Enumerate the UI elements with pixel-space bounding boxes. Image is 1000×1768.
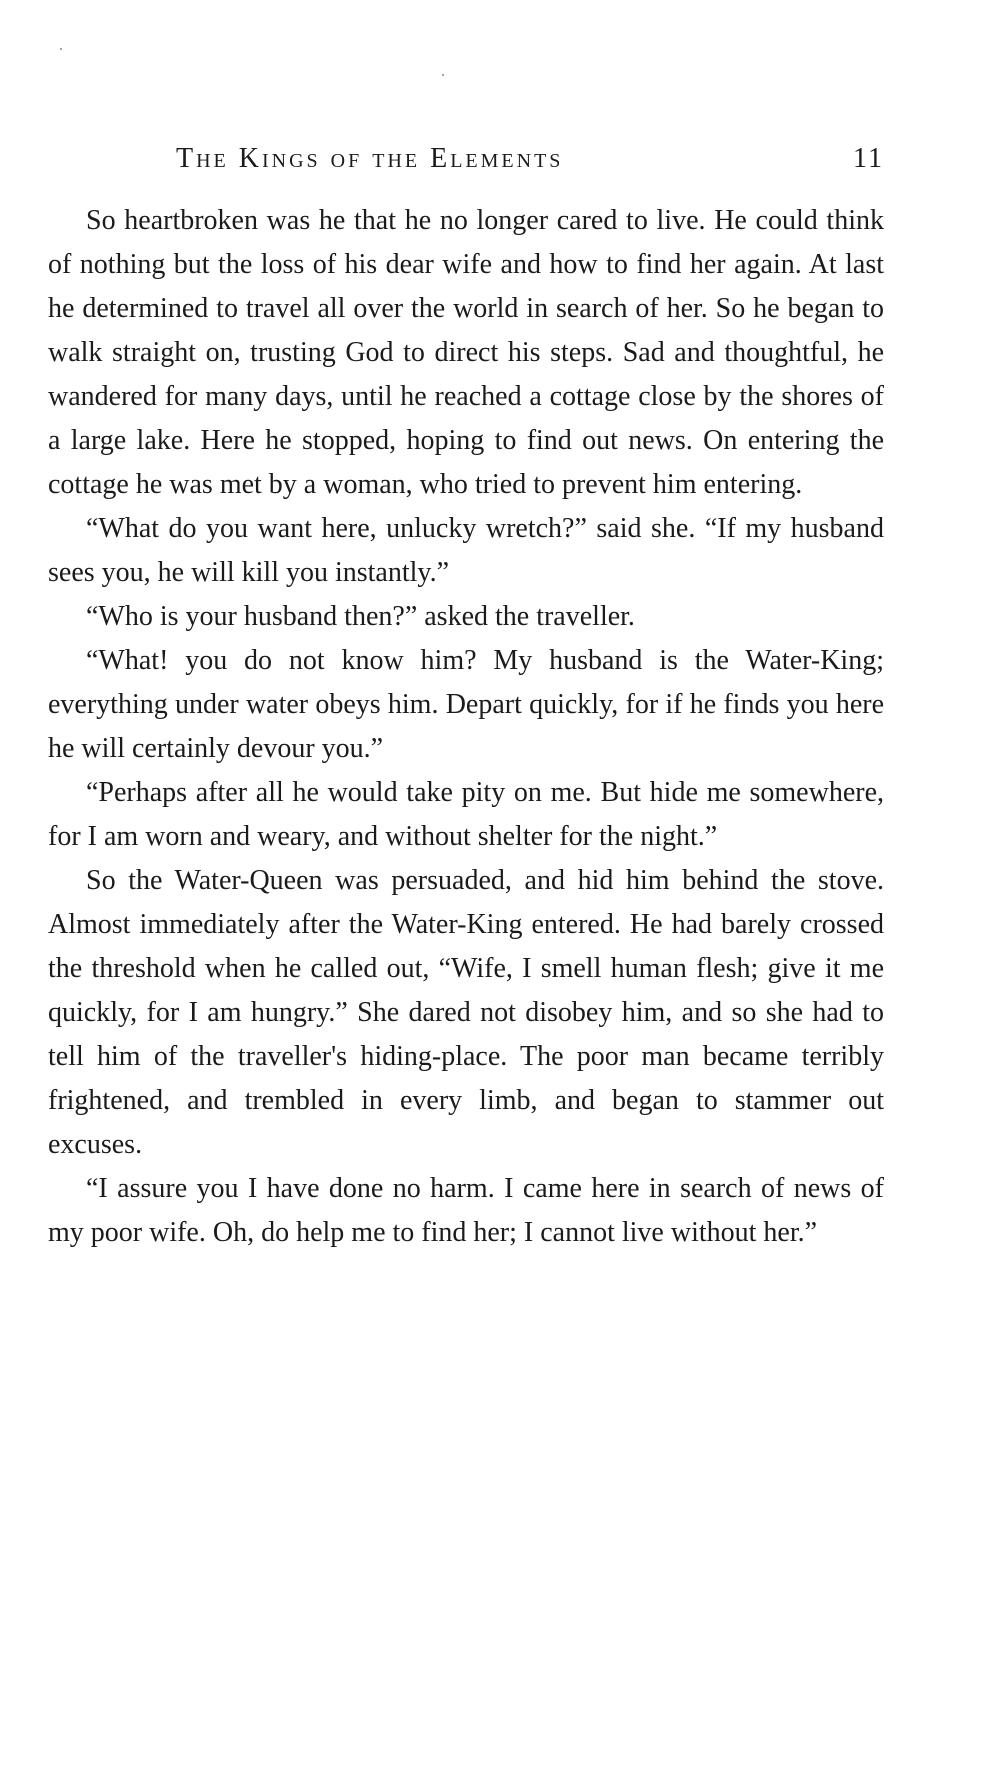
paragraph: So the Water-Queen was persuaded, and hid him behind the stove. Almost immediately after the Water-King entered. He had barely crossed the threshold when he called out, “Wife, I smell human flesh; give it me quickly, for I am hungry.” She dared not disobey him, and so she had to tell him of the traveller's hiding-place. The poor man became terribly frightened, and trembled in every limb, and began to stammer out excuses.: [48, 865, 884, 1160]
body-text: [48, 199, 884, 1255]
paragraph: “What! you do not know him? My husband is the Water-King; everything under water obeys him. Depart quickly, for if he finds you here he will certainly devour you.”: [48, 645, 884, 764]
running-title: The Kings of the Elements: [176, 143, 564, 174]
paragraph: So heartbroken was he that he no longer cared to live. He could think of nothing but the loss of his dear wife and how to find her again. At last he determined to travel all over the world in search of her. So he began to walk straight on, trusting God to direct his steps. Sad and thoughtful, he wandered for many days, until he reached a cottage close by the shores of a large lake. Here he stopped, hoping to find out news. On entering the cottage he was met by a woman, who tried to prevent him entering.: [48, 205, 884, 500]
paper-speck: [60, 48, 62, 50]
paragraph: “What do you want here, unlucky wretch?” said she. “If my husband sees you, he will kill you instantly.”: [48, 513, 884, 588]
paper-speck: [442, 74, 444, 76]
paragraph: “Perhaps after all he would take pity on me. But hide me somewhere, for I am worn and weary, and without shelter for the night.”: [48, 777, 884, 852]
page-number: 11: [853, 143, 884, 174]
running-header: [48, 143, 884, 183]
paragraph: “I assure you I have done no harm. I came here in search of news of my poor wife. Oh, do help me to find her; I cannot live without her.”: [48, 1173, 884, 1248]
paragraph: “Who is your husband then?” asked the traveller.: [86, 601, 635, 632]
